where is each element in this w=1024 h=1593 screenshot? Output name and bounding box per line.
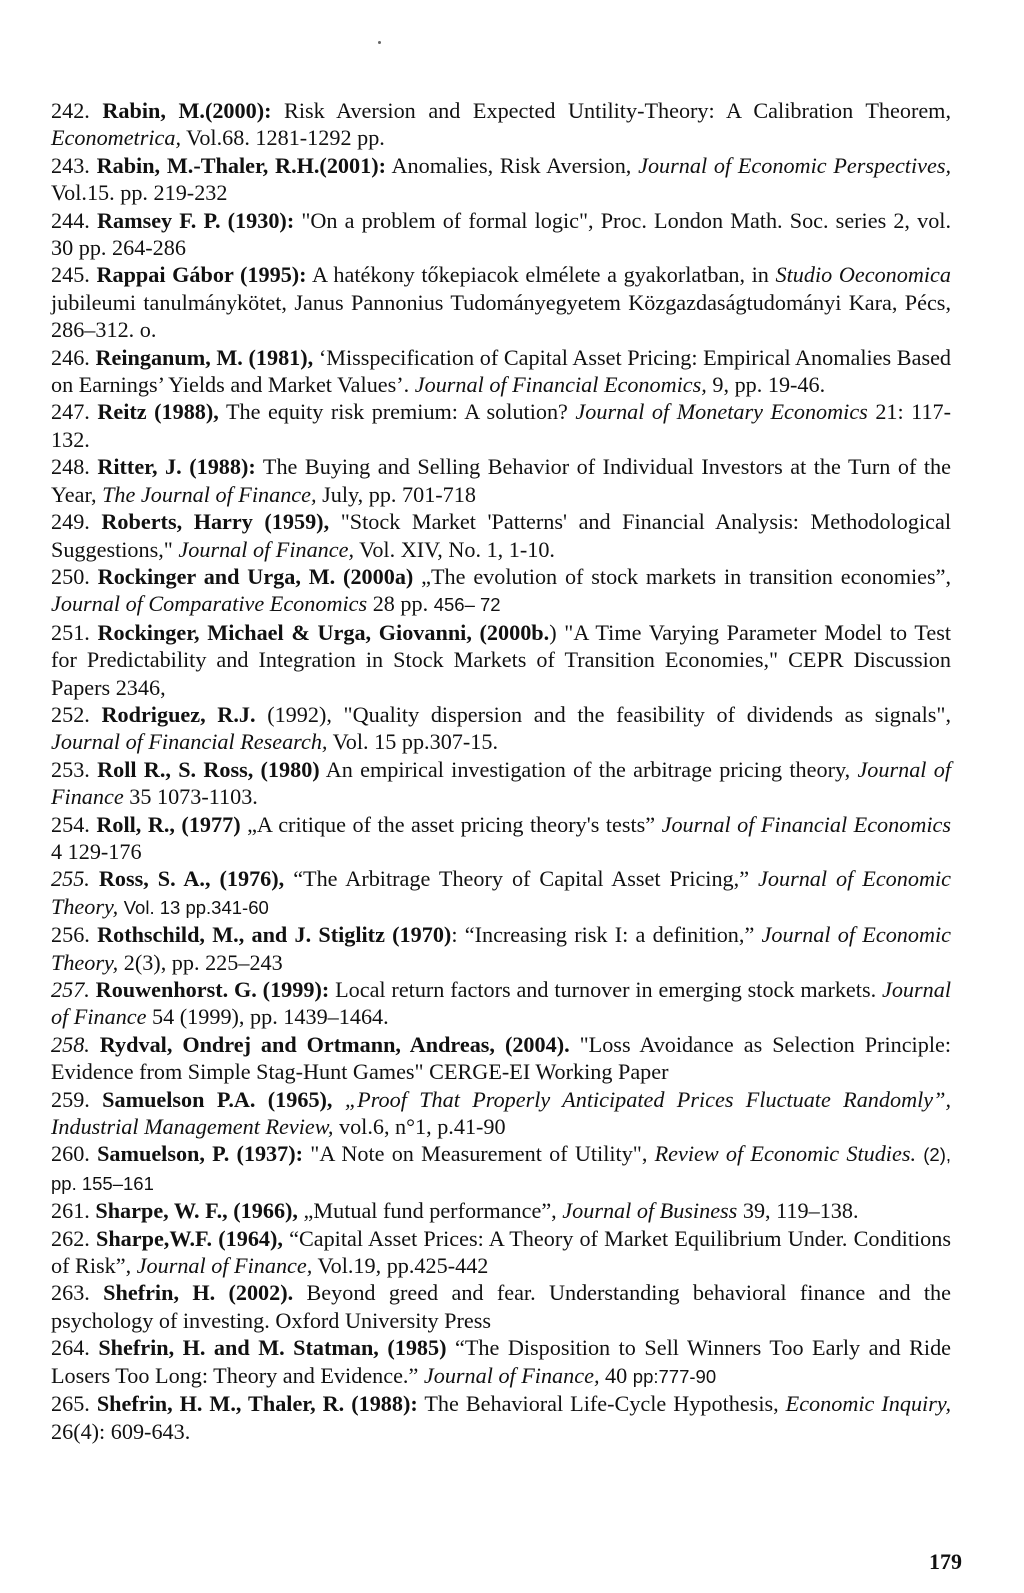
reference-journal: Studio Oeconomica [775,262,951,288]
reference-entry [51,152,951,207]
reference-text: jubileumi tanulmánykötet, Janus Pannonius Tudományegyetem Közgazdaságtudományi Kara, Pécs, 286–312. o. [51,289,951,343]
reference-text: Risk Aversion and Expected Untility-Theory: A Calibration Theorem, [271,98,951,123]
reference-entry [51,1390,951,1445]
reference-journal: Journal of Comparative Economics [51,591,368,617]
reference-detail: (2), pp. 155–161 [51,1144,951,1194]
reference-author: Roberts, Harry (1959), [101,509,330,535]
reference-text: 28 pp. [367,591,434,617]
reference-text: „A critique of the asset pricing theory's tests” [240,811,662,837]
reference-text [147,399,155,424]
reference-text: vol.6, n°1, p.41-90 [333,1114,506,1140]
reference-entry [51,619,951,701]
reference-text: The Buying and Selling Behavior of Individual Investors at the Turn of the Year, [51,454,952,507]
reference-entry [51,1031,951,1086]
reference-number: 245. [51,262,90,288]
reference-author: Reinganum, M. [95,344,243,370]
reference-author: Rockinger, Michael & Urga, Giovanni, (2000b. [97,619,550,645]
reference-text: "Loss Avoidance as Selection Principle: Evidence from Simple Stag-Hunt Games" CERGE-EI Working Paper [51,1031,951,1085]
reference-number: 253. [51,756,90,782]
reference-list [51,97,951,1445]
reference-entry [51,756,951,811]
reference-number: 250. [51,563,90,589]
reference-journal: Journal of Financial Research, [51,729,328,755]
reference-number: 262. [51,1225,90,1251]
reference-number: 261. [51,1198,90,1224]
reference-entry [51,398,951,453]
reference-author: Ross, S. A., (1976), [98,866,285,892]
reference-author: Shefrin, H. and M. Statman, (1985) [98,1335,447,1361]
reference-entry [51,701,951,756]
reference-text: 2(3), pp. 225–243 [118,949,283,975]
reference-detail: pp:777-90 [632,1365,717,1387]
reference-author: Reitz [97,399,147,425]
reference-author: Samuelson, P. (1937): [97,1141,304,1167]
reference-text: The Behavioral Life-Cycle Hypothesis, [417,1391,786,1417]
reference-number: 246. [51,344,90,370]
reference-author: Samuelson P.A. (1965), [102,1086,333,1112]
reference-journal: Journal of Economic Theory, [51,922,952,975]
reference-text: Vol.15. pp. 219-232 [51,180,228,206]
reference-author: Rappai Gábor (1995): [96,262,307,288]
reference-entry [51,508,951,563]
reference-number: 256. [51,922,90,948]
reference-number: 251. [51,619,90,645]
reference-entry [51,1086,951,1141]
reference-number: 259. [51,1086,90,1112]
reference-entry [51,97,951,152]
reference-author: (1981), [248,344,314,370]
reference-number: 244. [51,207,90,233]
reference-entry [51,976,951,1031]
reference-entry [51,1140,951,1197]
reference-text: “The Disposition to Sell Winners Too Early and Ride Losers Too Long: Theory and Evidence.” [51,1335,952,1388]
reference-entry [51,453,951,508]
reference-number: 255. [51,866,90,892]
reference-text: Vol.19, pp.425-442 [312,1253,489,1279]
reference-text: The equity risk premium: A solution? [218,399,576,425]
reference-journal: Journal of Monetary Economics [575,399,868,425]
reference-journal: Econometrica, [51,125,182,151]
reference-author: Rodriguez, R.J. [101,701,256,727]
reference-text: „The evolution of stock markets in transition economies”, [413,563,952,589]
reference-text: Vol. XIV, No. 1, 1-10. [354,536,555,562]
reference-text: 9, pp. 19-46. [706,372,826,398]
reference-text: (1992), "Quality dispersion and the feasibility of dividends as signals", [255,701,952,727]
reference-author: Shefrin, H. M., Thaler, R. (1988): [96,1391,418,1417]
reference-text: “Capital Asset Prices: A Theory of Market Equilibrium Under. Conditions of Risk”, [51,1225,952,1279]
reference-author: Rothschild, M., and J. Stiglitz (1970) [97,922,452,948]
reference-text: ‘Misspecification of Capital Asset Pricing: Empirical Anomalies Based on Earnings’ Yields and Market Values’. [51,344,952,398]
reference-text: 54 (1999), pp. 1439–1464. [146,1004,389,1030]
reference-text: An empirical investigation of the arbitrage pricing theory, [319,756,858,782]
reference-journal: Journal of Finance, [136,1253,313,1279]
reference-entry [51,1279,951,1334]
reference-author: Rydval, Ondrej and Ortmann, Andreas, (2004). [99,1031,570,1057]
reference-author: Sharpe, W. F., (1966), [95,1198,298,1224]
reference-journal: Journal of Finance, [423,1362,600,1388]
reference-text: 26(4): 609-643. [51,1418,191,1444]
reference-author: Rabin, M.(2000): [102,98,272,123]
reference-journal: Journal of Finance, [178,536,355,562]
reference-journal: Review of Economic Studies. [654,1141,917,1167]
scan-speck [378,41,381,44]
reference-text: ) "A Time Varying Parameter Model to Test for Predictability and Integration in Stock Markets of Transition Economies," CEPR Discussion Papers 2346, [51,619,951,700]
reference-number: 248. [51,454,90,480]
reference-detail: Vol. 13 pp.341-60 [123,896,269,918]
reference-journal: Journal of Business [562,1198,738,1224]
reference-entry [51,1334,951,1390]
reference-text: A hatékony tőkepiacok elmélete a gyakorlatban, in [306,262,776,288]
reference-entry [51,811,951,866]
reference-number: 252. [51,701,90,727]
reference-text: “The Arbitrage Theory of Capital Asset Pricing,” [284,866,759,892]
reference-journal: Journal of Financial Economics, [414,372,707,398]
reference-journal: Journal of Economic Perspectives, [638,152,952,178]
reference-journal: Journal of Financial Economics [661,811,951,837]
reference-number: 249. [51,509,90,535]
reference-text: "A Note on Measurement of Utility", [303,1141,655,1167]
reference-journal: The Journal of Finance, [102,481,317,507]
reference-entry [51,344,951,399]
reference-number: 265. [51,1391,90,1417]
reference-text: 21: 117-132. [51,399,952,452]
reference-text: "Stock Market 'Patterns' and Financial Analysis: Methodological Suggestions," [51,509,951,562]
reference-entry [51,207,951,262]
reference-number: 254. [51,811,90,837]
reference-entry [51,261,951,343]
reference-author: Ramsey F. P. (1930): [96,207,295,233]
reference-text: : “Increasing risk I: a definition,” [451,922,762,948]
reference-journal: Journal of Economic Theory, [51,866,952,919]
reference-author: Roll, R., (1977) [96,811,241,837]
reference-text: Vol. 15 pp.307-15. [327,729,499,755]
reference-text: 39, 119–138. [737,1198,859,1224]
reference-number: 264. [51,1335,90,1361]
reference-journal: Journal of Finance [51,977,952,1030]
reference-author: Rabin, M.-Thaler, R.H.(2001): [96,152,386,178]
reference-author: (1988), [154,399,219,425]
reference-text: 40 [599,1362,633,1388]
reference-journal: „Proof That Properly Anticipated Prices Fluctuate Randomly”, Industrial Management Review, [51,1086,951,1140]
reference-entry [51,865,951,921]
reference-journal: Economic Inquiry, [785,1391,952,1417]
reference-entry [51,921,951,976]
reference-journal: Journal of Finance [51,756,951,810]
reference-author: Rockinger and Urga, M. (2000a) [97,563,414,589]
reference-text: 35 1073-1103. [123,784,258,810]
reference-number: 258. [51,1031,90,1057]
reference-author: Rouwenhorst. G. (1999): [95,977,330,1002]
reference-number: 257. [51,977,90,1002]
reference-author: Sharpe,W.F. (1964), [95,1225,283,1251]
reference-number: 243. [51,152,90,178]
reference-author: Shefrin, H. (2002). [103,1280,294,1306]
page-number: 179 [929,1549,962,1574]
reference-author: Ritter, J. (1988): [97,454,256,480]
reference-entry [51,563,951,619]
reference-text: Beyond greed and fear. Understanding behavioral finance and the psychology of investing. Oxford University Press [51,1280,952,1333]
reference-author: Roll R., S. Ross, (1980) [97,756,320,782]
reference-entry [51,1225,951,1280]
reference-text: Vol.68. 1281-1292 pp. [181,125,385,151]
reference-number: 263. [51,1280,90,1306]
reference-text: Anomalies, Risk Aversion, [385,152,639,178]
reference-text: July, pp. 701-718 [316,481,476,507]
reference-text: „Mutual fund performance”, [297,1198,563,1224]
reference-entry [51,1197,951,1224]
reference-detail: 456– 72 [433,594,501,616]
reference-text: Local return factors and turnover in emerging stock markets. [329,977,882,1002]
reference-text [332,1087,344,1112]
reference-text: "On a problem of formal logic", Proc. London Math. Soc. series 2, vol. 30 pp. 264-286 [51,207,952,261]
reference-number: 242. [51,98,90,123]
reference-text: 4 129-176 [51,838,142,864]
reference-number: 260. [51,1141,90,1167]
reference-number: 247. [51,399,90,425]
